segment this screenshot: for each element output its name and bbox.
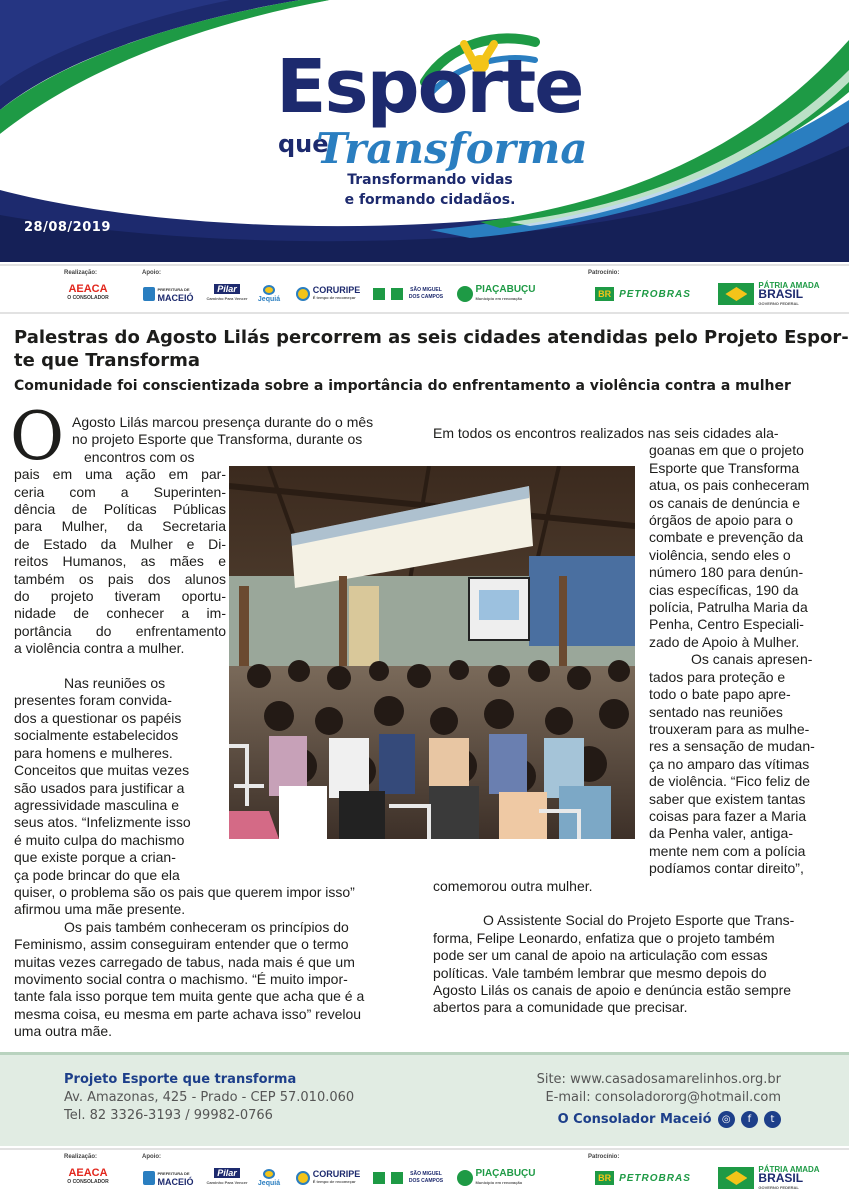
jequia-logo — [255, 1167, 283, 1189]
right-line: órgãos de apoio para o — [649, 512, 793, 529]
issue-date: 28/08/2019 — [24, 220, 111, 235]
footer-project-name: Projeto Esporte que transforma — [64, 1072, 297, 1087]
logo-word-esporte: Esporte — [276, 44, 583, 130]
sponsor-strip-top — [0, 264, 849, 314]
facebook-icon[interactable]: f — [741, 1111, 758, 1128]
left-line: quiser, o problema são os pais que querem impor isso” — [14, 883, 355, 900]
coruripe-sub: É tempo de recomeçar — [312, 1179, 356, 1184]
aeaca-logo — [63, 283, 113, 305]
article-subhead: Comunidade foi conscientizada sobre a importância do enfrentamento a violência contra a mulher — [14, 378, 791, 394]
left-line: a violência contra a mulher. — [14, 640, 185, 657]
aeaca-text: AEACA — [68, 283, 108, 295]
sponsor-strip-bottom — [0, 1148, 849, 1200]
left-line: nidade de conhecer a im- — [14, 605, 226, 622]
left-line: no projeto Esporte que Transforma, durante os — [72, 431, 363, 448]
maceio-sub: PREFEITURA DE — [157, 287, 190, 292]
maceio-text: MACEIÓ — [157, 293, 194, 303]
petrobras-logo — [588, 1167, 698, 1189]
footer-email-link[interactable]: E-mail: consoladororg@hotmail.com — [545, 1090, 781, 1105]
aeaca-sub: O CONSOLADOR — [67, 295, 109, 301]
pilar-text: Pilar — [214, 284, 240, 294]
logo-slogan — [330, 170, 530, 210]
jequia-text: Jequiá — [257, 1179, 281, 1187]
left-line: são usados para justificar a — [14, 779, 185, 796]
right-line: violência, sendo eles o — [649, 546, 791, 563]
slogan-line-1: Transformando vidas — [347, 172, 513, 188]
maceio-crest-icon — [143, 287, 155, 301]
right-line: ça no amparo das vítimas — [649, 755, 810, 772]
maceio-text: MACEIÓ — [157, 1177, 194, 1187]
maceio-logo — [140, 1167, 196, 1189]
header-banner — [0, 0, 849, 262]
instagram-icon[interactable]: ◎ — [718, 1111, 735, 1128]
piacabucu-sub: Município em renovação — [475, 1180, 523, 1185]
left-line: do projeto tiveram oportu- — [14, 588, 226, 605]
right-line: abertos para a comunidade que precisar. — [433, 999, 688, 1016]
logo-word-que: que — [278, 130, 329, 158]
label-patrocinio: Patrocínio: — [588, 1154, 620, 1160]
coruripe-logo — [291, 1167, 365, 1189]
label-realizacao: Realização: — [64, 270, 98, 276]
right-line: os canais de denúncia e — [649, 494, 800, 511]
meeting-photo-illustration — [229, 466, 635, 839]
coruripe-logo — [291, 283, 365, 305]
right-line — [433, 895, 837, 912]
sao-miguel-text-1: SÃO MIGUEL — [410, 1171, 442, 1177]
left-line: Nas reuniões os — [64, 675, 166, 692]
left-line: que existe porque a crian- — [14, 849, 176, 866]
left-line: agressividade masculina e — [14, 796, 179, 813]
right-line: atua, os pais conheceram — [649, 477, 810, 494]
right-line: Esporte que Transforma — [649, 459, 800, 476]
petrobras-logo — [588, 283, 698, 305]
sao-miguel-text-2: DOS CAMPOS — [408, 294, 444, 300]
left-line: dência de Políticas Públicas — [14, 501, 226, 518]
right-line: Penha, Centro Especiali- — [649, 616, 804, 633]
right-line: cias específicas, 190 da — [649, 581, 799, 598]
slogan-line-2: e formando cidadãos. — [344, 192, 516, 208]
left-line: socialmente estabelecidos — [14, 727, 179, 744]
left-line: encontros com os — [84, 448, 195, 465]
right-line: forma, Felipe Leonardo, enfatiza que o projeto também — [433, 929, 775, 946]
piacabucu-text: PIAÇABUÇU — [475, 284, 536, 295]
flag-icon — [373, 1172, 403, 1184]
right-line: da Penha valer, antiga- — [649, 825, 793, 842]
footer-address-block — [64, 1071, 354, 1125]
patria-text-2: BRASIL — [758, 286, 804, 301]
right-line: coisas para fazer a Maria — [649, 807, 807, 824]
patria-text-3: GOVERNO FEDERAL — [758, 300, 799, 306]
right-line: res a sensação de mudan- — [649, 738, 815, 755]
aeaca-logo — [63, 1167, 113, 1189]
headline-line-1: Palestras do Agosto Lilás percorrem as seis cidades atendidas pelo Projeto Espor- — [14, 327, 849, 348]
piacabucu-leaf-icon — [457, 1170, 473, 1186]
patria-text-3: GOVERNO FEDERAL — [758, 1184, 799, 1190]
left-line: dos a questionar os papéis — [14, 709, 182, 726]
pilar-sub: Caminho Para Vencer — [206, 1180, 248, 1185]
petrobras-text: PETROBRAS — [619, 288, 691, 300]
esporte-que-transforma-logo — [270, 30, 600, 230]
maceio-sub: PREFEITURA DE — [157, 1171, 190, 1176]
sao-miguel-text-1: SÃO MIGUEL — [410, 287, 442, 293]
footer-phone: Tel. 82 3326-3193 / 99982-0766 — [64, 1108, 273, 1123]
right-line: tados para proteção e — [649, 668, 786, 685]
jequia-emblem-icon — [263, 1169, 275, 1179]
flag-logo — [372, 1167, 404, 1189]
right-line: Os canais apresen- — [691, 651, 813, 668]
patria-amada-brasil-logo — [714, 1164, 824, 1190]
label-apoio: Apoio: — [142, 1154, 161, 1160]
left-line: Os pais também conheceram os princípios do — [64, 918, 349, 935]
sao-miguel-logo — [409, 283, 443, 305]
headline-line-2: te que Transforma — [14, 350, 201, 371]
left-line: portância do enfrentamento — [14, 622, 226, 639]
right-line: políticas. Vale também lembrar que mesmo depois do — [433, 964, 767, 981]
footer-brand: O Consolador Maceió — [557, 1112, 712, 1127]
brasil-flag-icon — [718, 283, 754, 305]
left-line: Conceitos que muitas vezes — [14, 762, 190, 779]
coruripe-sun-icon — [296, 287, 310, 301]
logo-word-transforma: Transforma — [316, 124, 588, 173]
jequia-emblem-icon — [263, 285, 275, 295]
left-line: ceria com a Superinten- — [14, 483, 226, 500]
left-line: uma outra mãe. — [14, 1023, 113, 1040]
left-line: de Estado da Mulher e Di- — [14, 535, 226, 552]
left-line: mesma coisa, eu mesma em parte achava isso” revelou — [14, 1005, 362, 1022]
pilar-logo — [207, 283, 247, 305]
pilar-sub: Caminho Para Vencer — [206, 296, 248, 301]
right-line: sentado nas reuniões — [649, 703, 783, 720]
piacabucu-logo — [450, 1167, 542, 1189]
piacabucu-text: PIAÇABUÇU — [475, 1168, 536, 1179]
right-line: zado de Apoio à Mulher. — [649, 633, 800, 650]
footer-site-link[interactable]: Site: www.casadosamarelinhos.org.br — [536, 1072, 781, 1087]
label-apoio: Apoio: — [142, 270, 161, 276]
patria-text-2: BRASIL — [758, 1170, 804, 1185]
right-line: combate e prevenção da — [649, 529, 804, 546]
petrobras-text: PETROBRAS — [619, 1172, 691, 1184]
pilar-logo — [207, 1167, 247, 1189]
article-headline — [14, 326, 849, 372]
sao-miguel-logo — [409, 1167, 443, 1189]
right-line: trouxeram para as mulhe- — [649, 720, 810, 737]
aeaca-text: AEACA — [68, 1167, 108, 1179]
left-line: presentes foram convida- — [14, 692, 172, 709]
br-mark: BR — [595, 287, 614, 301]
right-line: comemorou outra mulher. — [433, 877, 593, 894]
pilar-text: Pilar — [214, 1168, 240, 1178]
flag-icon — [373, 288, 403, 300]
right-line: mente nem com a polícia — [649, 842, 806, 859]
jequia-text: Jequiá — [257, 295, 281, 303]
right-line: podíamos contar direito”, — [649, 860, 804, 877]
right-line: Agosto Lilás os canais de apoio e denúncia estão sempre — [433, 981, 792, 998]
left-line: ça pode brincar do que ela — [14, 866, 180, 883]
left-line: reitos Humanos, as mães e — [14, 553, 226, 570]
right-line: pode ser um canal de apoio na articulação com essas — [433, 947, 768, 964]
patria-text-1: PÁTRIA AMADA — [758, 280, 820, 290]
piacabucu-leaf-icon — [457, 286, 473, 302]
sao-miguel-text-2: DOS CAMPOS — [408, 1178, 444, 1184]
coruripe-sub: É tempo de recomeçar — [312, 295, 356, 300]
left-line: também os pais dos alunos — [14, 570, 226, 587]
coruripe-sun-icon — [296, 1171, 310, 1185]
jequia-logo — [255, 283, 283, 305]
right-line: O Assistente Social do Projeto Esporte que Trans- — [483, 912, 795, 929]
left-line: movimento social contra o machismo. “É muito impor- — [14, 970, 348, 987]
footer-contact-block — [537, 1071, 781, 1129]
br-mark: BR — [595, 1171, 614, 1185]
maceio-logo — [140, 283, 196, 305]
piacabucu-sub: Município em renovação — [475, 296, 523, 301]
aeaca-sub: O CONSOLADOR — [67, 1179, 109, 1185]
left-line: para homens e mulheres. — [14, 744, 173, 761]
right-line: todo o bate papo apre- — [649, 686, 791, 703]
left-line: é muito culpa do machismo — [14, 831, 185, 848]
brasil-flag-icon — [718, 1167, 754, 1189]
patria-text-1: PÁTRIA AMADA — [758, 1164, 820, 1174]
twitter-icon[interactable]: t — [764, 1111, 781, 1128]
patria-amada-brasil-logo — [714, 280, 824, 306]
footer-address: Av. Amazonas, 425 - Prado - CEP 57.010.060 — [64, 1090, 355, 1105]
coruripe-text: CORURIPE — [312, 1169, 361, 1179]
piacabucu-logo — [450, 283, 542, 305]
article-photo — [229, 466, 635, 839]
left-line: Feminismo, assim conseguiram entender que o termo — [14, 936, 349, 953]
left-line: tante fala isso porque tem muita gente que acha que é a — [14, 988, 365, 1005]
label-patrocinio: Patrocínio: — [588, 270, 620, 276]
coruripe-text: CORURIPE — [312, 285, 361, 295]
right-line: de violência. “Fico feliz de — [649, 773, 811, 790]
right-line: número 180 para denún- — [649, 564, 804, 581]
right-line: goanas em que o projeto — [649, 442, 804, 459]
left-line: afirmou uma mãe presente. — [14, 901, 186, 918]
contact-footer — [0, 1052, 849, 1146]
right-line: saber que existem tantas — [649, 790, 806, 807]
flag-logo — [372, 283, 404, 305]
right-line: Em todos os encontros realizados nas seis cidades ala- — [433, 425, 779, 441]
maceio-crest-icon — [143, 1171, 155, 1185]
left-line: pais em uma ação em par- — [14, 466, 226, 483]
left-line: seus atos. “Infelizmente isso — [14, 814, 191, 831]
left-line: para Mulher, da Secretaria — [14, 518, 226, 535]
left-line: muitas vezes carregado de tabus, nada mais é que um — [14, 953, 355, 970]
drop-cap: O — [10, 398, 65, 475]
left-line: Agosto Lilás marcou presença durante do o mês — [72, 414, 374, 430]
label-realizacao: Realização: — [64, 1154, 98, 1160]
right-line: polícia, Patrulha Maria da — [649, 599, 808, 616]
